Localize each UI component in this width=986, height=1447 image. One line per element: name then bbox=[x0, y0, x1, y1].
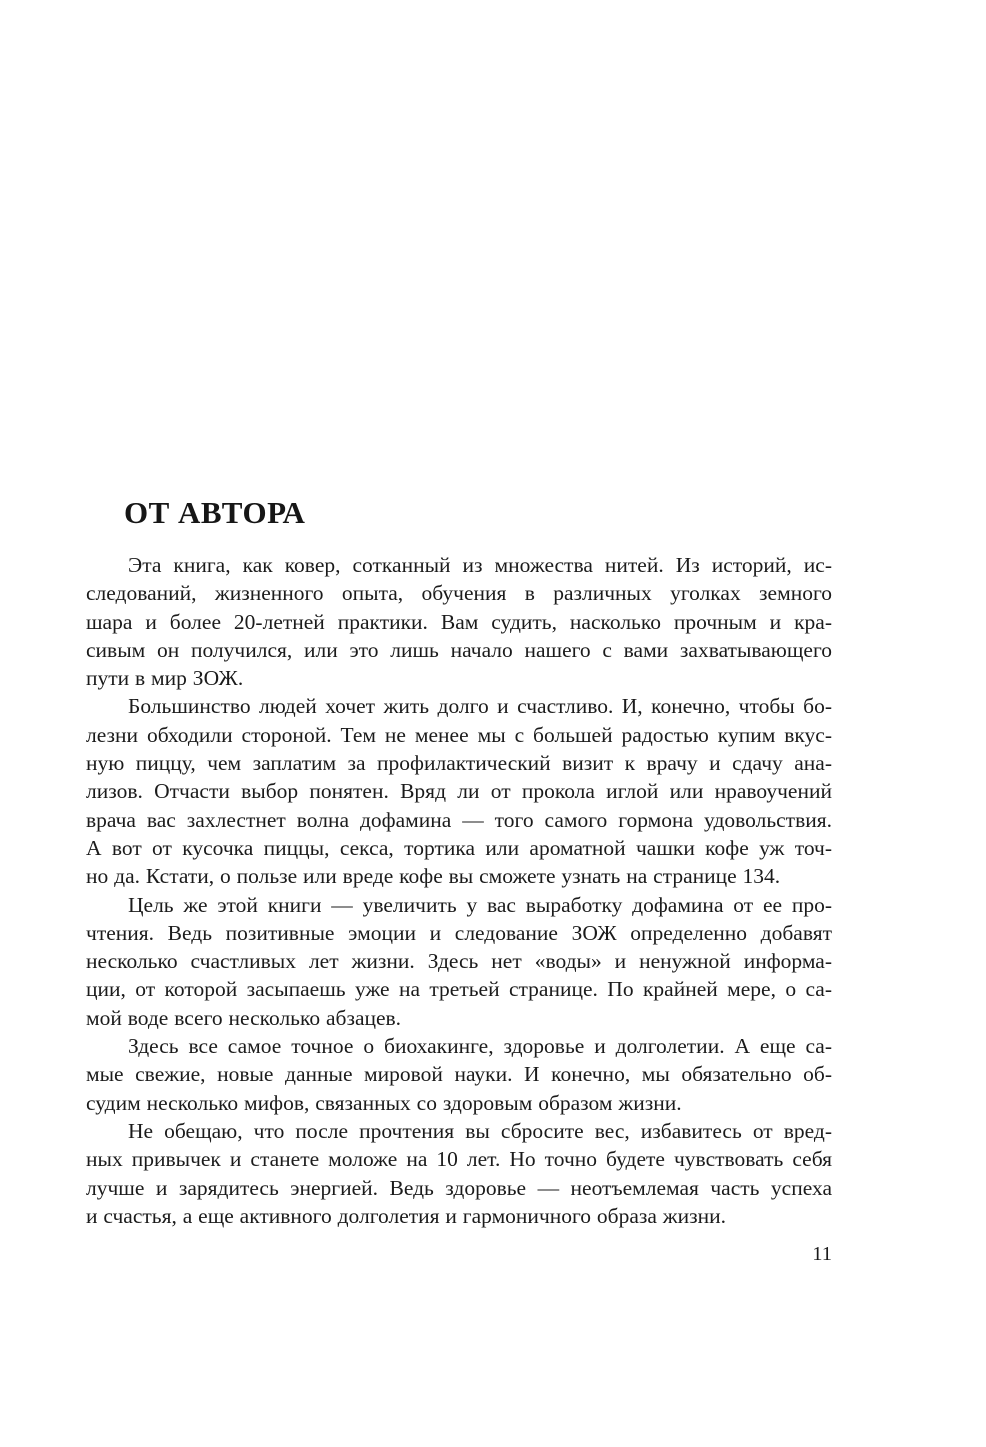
text-line: мой воде всего несколько абзацев. bbox=[86, 1005, 402, 1030]
text-line: Эта книга, как ковер, сотканный из множества нитей. Из историй, ис- bbox=[128, 553, 832, 577]
chapter-title: ОТ АВТОРА bbox=[124, 495, 306, 530]
text-line: А вот от кусочка пиццы, секса, тортика или ароматной чашки кофе уж точ- bbox=[86, 835, 832, 860]
body-text bbox=[86, 551, 832, 1230]
text-line: судим несколько мифов, связанных со здоровым образом жизни. bbox=[86, 1090, 682, 1115]
page-number: 11 bbox=[812, 1243, 832, 1265]
text-line: ных привычек и станете моложе на 10 лет. Но точно будете чувствовать себя bbox=[86, 1147, 832, 1172]
text-line: несколько счастливых лет жизни. Здесь нет «воды» и ненужной информа- bbox=[86, 949, 832, 974]
text-line: следований, жизненного опыта, обучения в различных уголках земного bbox=[86, 581, 832, 606]
text-line: лучше и зарядитесь энергией. Ведь здоровье — неотъемлемая часть успеха bbox=[86, 1175, 832, 1200]
text-line: ции, от которой засыпаешь уже на третьей странице. По крайней мере, о са- bbox=[86, 977, 832, 1002]
text-line: Здесь все самое точное о биохакинге, здоровье и долголетии. А еще са- bbox=[128, 1034, 832, 1059]
text-line: Не обещаю, что после прочтения вы сбросите вес, избавитесь от вред- bbox=[128, 1118, 832, 1143]
text-line: чтения. Ведь позитивные эмоции и следование ЗОЖ определенно добавят bbox=[86, 920, 832, 945]
text-line: лизов. Отчасти выбор понятен. Вряд ли от прокола иглой или нравоучений bbox=[86, 779, 832, 804]
text-line: Большинство людей хочет жить долго и счастливо. И, конечно, чтобы бо- bbox=[128, 694, 832, 719]
text-line: лезни обходили стороной. Тем не менее мы с большей радостью купим вкус- bbox=[86, 722, 832, 747]
text-line: мые свежие, новые данные мировой науки. И конечно, мы обязательно об- bbox=[86, 1062, 832, 1087]
text-line: шара и более 20-летней практики. Вам судить, насколько прочным и кра- bbox=[86, 609, 832, 634]
text-line: и счастья, а еще активного долголетия и гармоничного образа жизни. bbox=[86, 1203, 727, 1228]
text-line: Цель же этой книги — увеличить у вас выработку дофамина от ее про- bbox=[128, 892, 832, 917]
text-line: но да. Кстати, о пользе или вреде кофе вы сможете узнать на странице 134. bbox=[86, 864, 781, 889]
text-line: врача вас захлестнет волна дофамина — того самого гормона удовольствия. bbox=[86, 807, 832, 832]
text-line: пути в мир ЗОЖ. bbox=[86, 666, 244, 691]
text-line: ную пиццу, чем заплатим за профилактический визит к врачу и сдачу ана- bbox=[86, 751, 832, 776]
text-line: сивым он получился, или это лишь начало нашего с вами захватывающего bbox=[86, 637, 832, 662]
